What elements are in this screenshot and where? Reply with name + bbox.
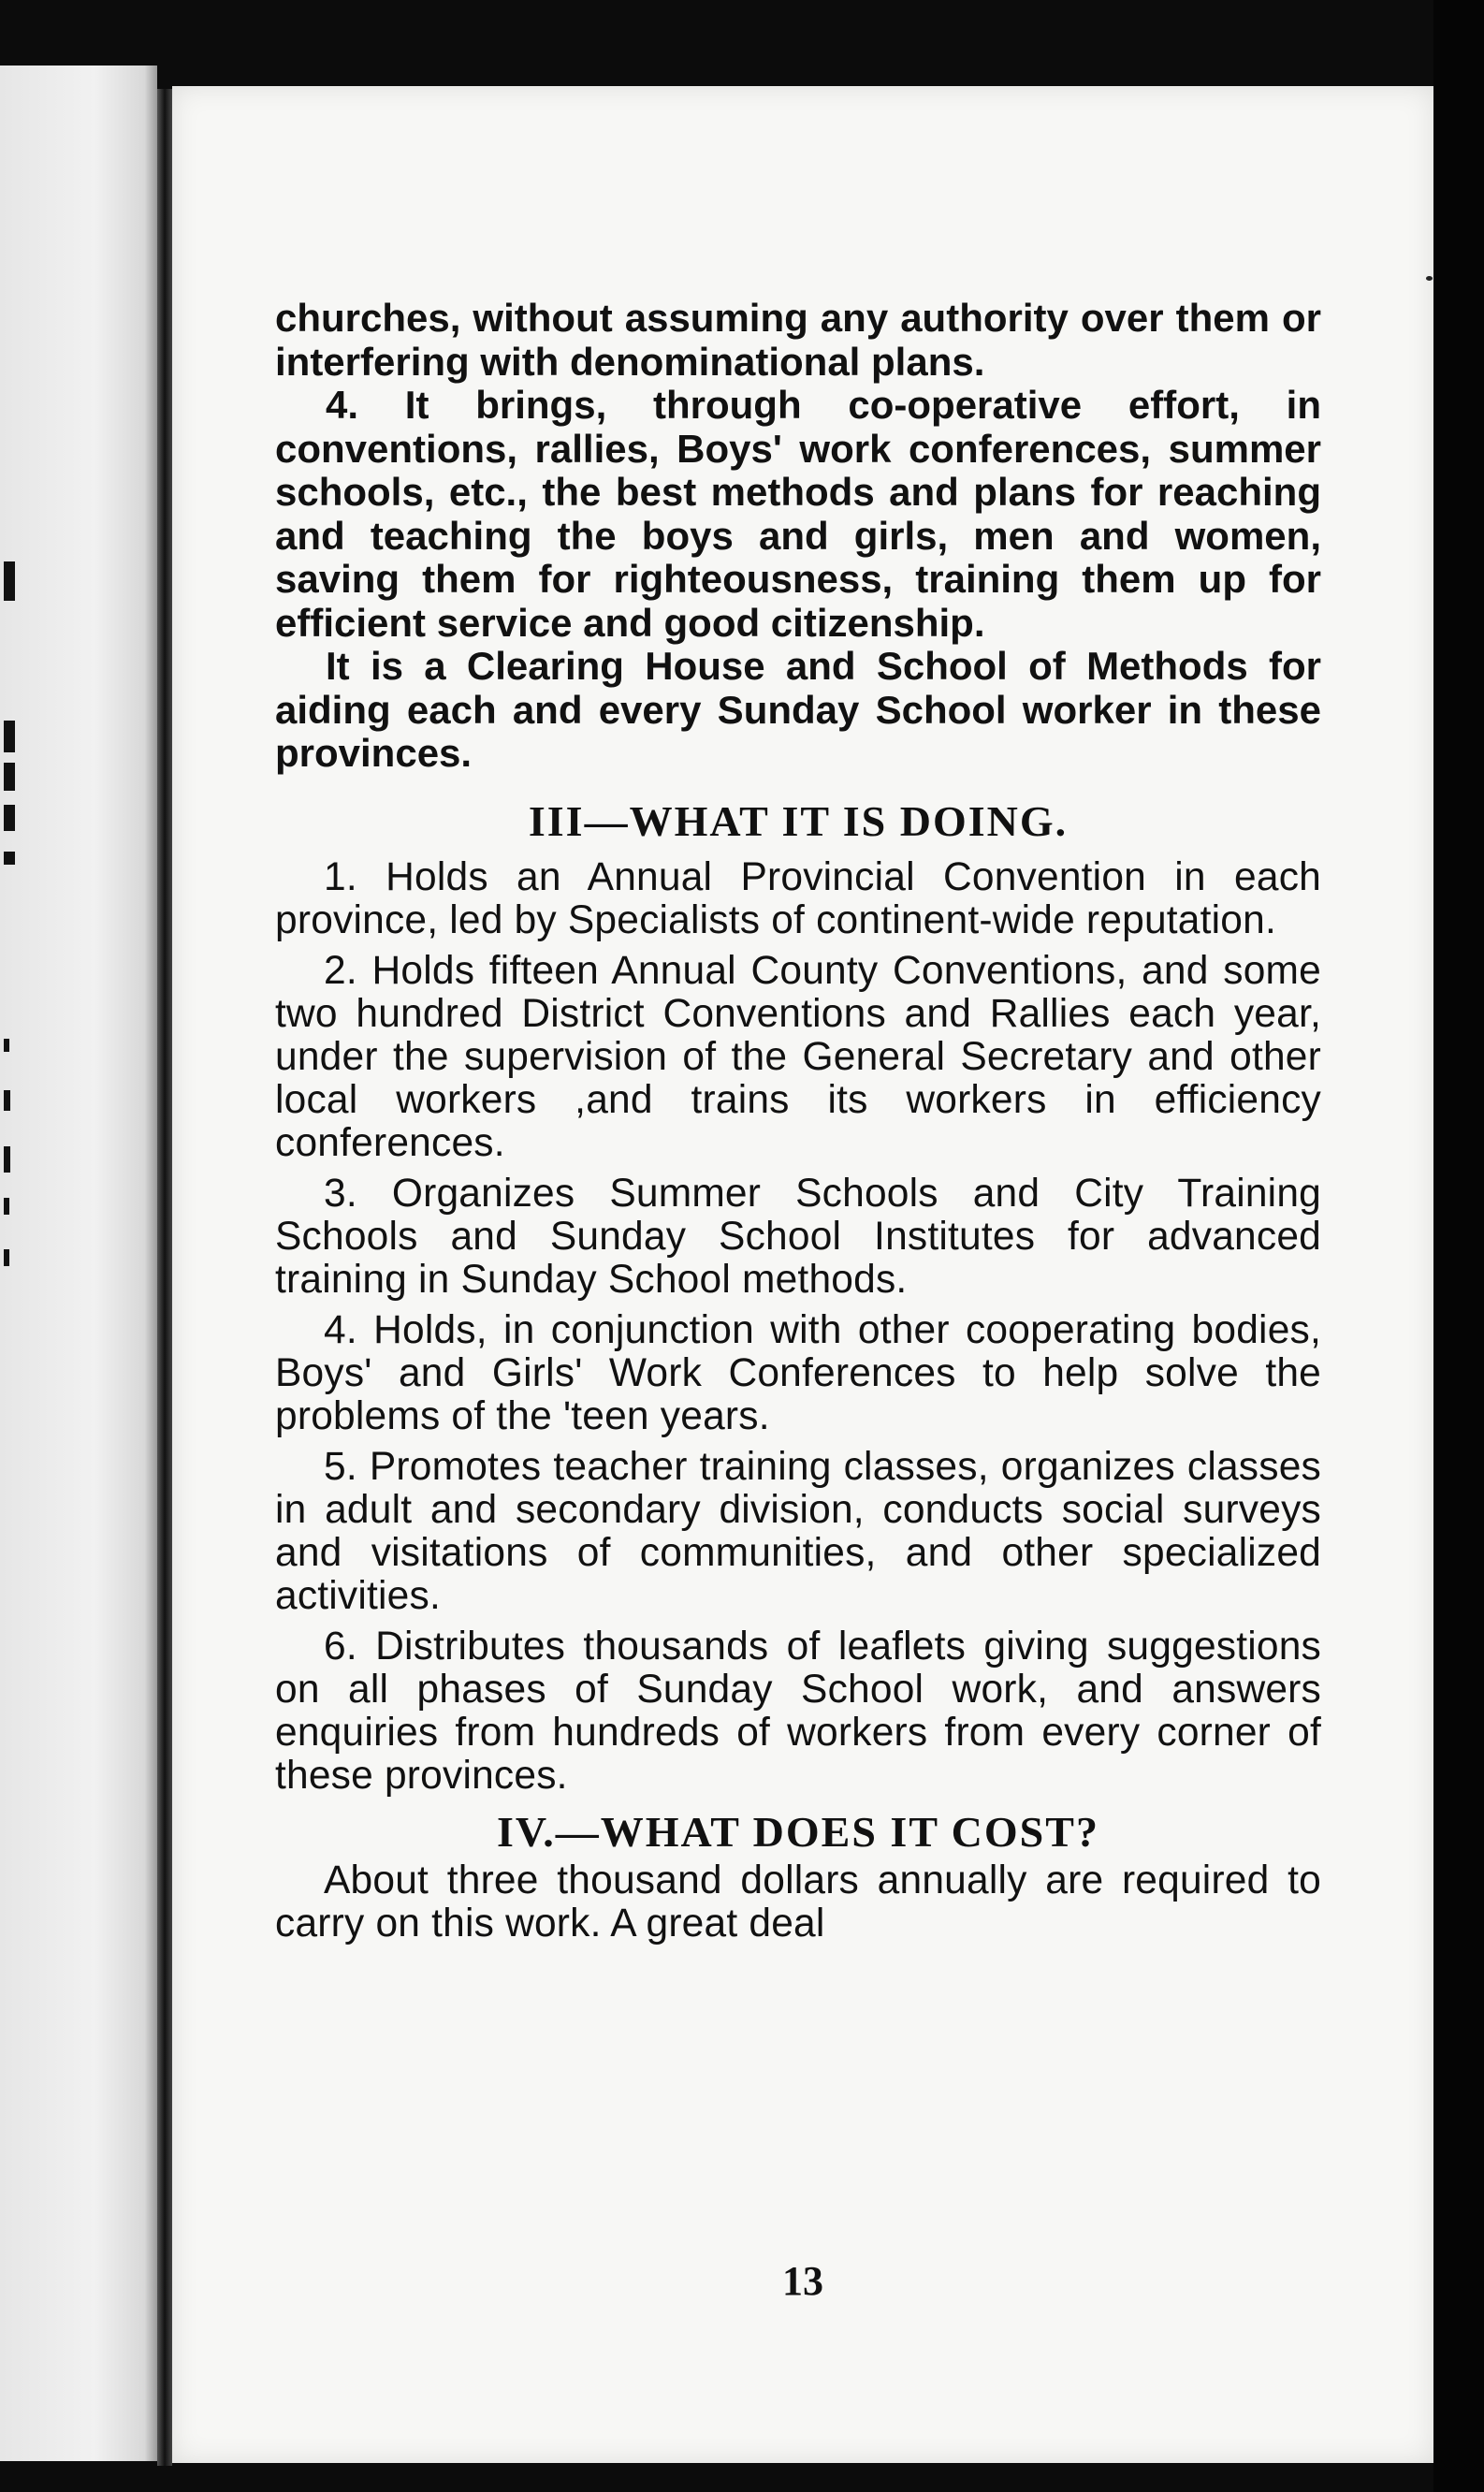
page-number: 13 xyxy=(782,2258,823,2304)
paragraph-cost: About three thousand dollars annually are required to carry on this work. A great deal xyxy=(275,1858,1321,1946)
intro-section xyxy=(275,297,1321,776)
list-item: 2. Holds fifteen Annual County Conventions, and some two hundred District Conventions and Rallies each year, under the supervision of the General Secretary and other local workers ,and trains its workers in efficiency conferences. xyxy=(275,949,1321,1165)
ink-speck xyxy=(1426,276,1433,281)
book-page xyxy=(172,86,1433,2463)
book-spine xyxy=(157,89,172,2466)
list-item: 3. Organizes Summer Schools and City Training Schools and Sunday School Institutes for advanced training in Sunday School methods. xyxy=(275,1172,1321,1302)
list-item: 4. Holds, in conjunction with other cooperating bodies, Boys' and Girls' Work Conferences to help solve the problems of the 'teen years. xyxy=(275,1308,1321,1438)
section-heading-what-does-it-cost: IV.—WHAT DOES IT COST? xyxy=(497,1808,1099,1856)
paragraph-clearing-house: It is a Clearing House and School of Methods for aiding each and every Sunday School worker in these provinces. xyxy=(275,644,1321,775)
section-heading-what-it-is-doing: III—WHAT IT IS DOING. xyxy=(528,796,1069,845)
paragraph-item-4: 4. It brings, through co-operative effort, in conventions, rallies, Boys' work conferences, summer schools, etc., the best methods and plans for reaching and teaching the boys and girls, men and women, saving them for righteousness, training them up for efficient service and good citizenship. xyxy=(275,383,1321,645)
facing-page-edge xyxy=(0,66,157,2461)
scan-border xyxy=(1433,0,1484,2492)
page-body xyxy=(275,297,1321,1946)
paragraph-churches: churches, without assuming any authority over them or interfering with denominational plans. xyxy=(275,296,1321,384)
list-item: 1. Holds an Annual Provincial Convention in each province, led by Specialists of continent-wide reputation. xyxy=(275,855,1321,942)
list-item: 6. Distributes thousands of leaflets giving suggestions on all phases of Sunday School work, and answers enquiries from hundreds of workers from every corner of these provinces. xyxy=(275,1625,1321,1798)
doing-list xyxy=(275,856,1321,1946)
list-item: 5. Promotes teacher training classes, organizes classes in adult and secondary division, conducts social surveys and visitations of communities, and other specialized activities. xyxy=(275,1445,1321,1618)
